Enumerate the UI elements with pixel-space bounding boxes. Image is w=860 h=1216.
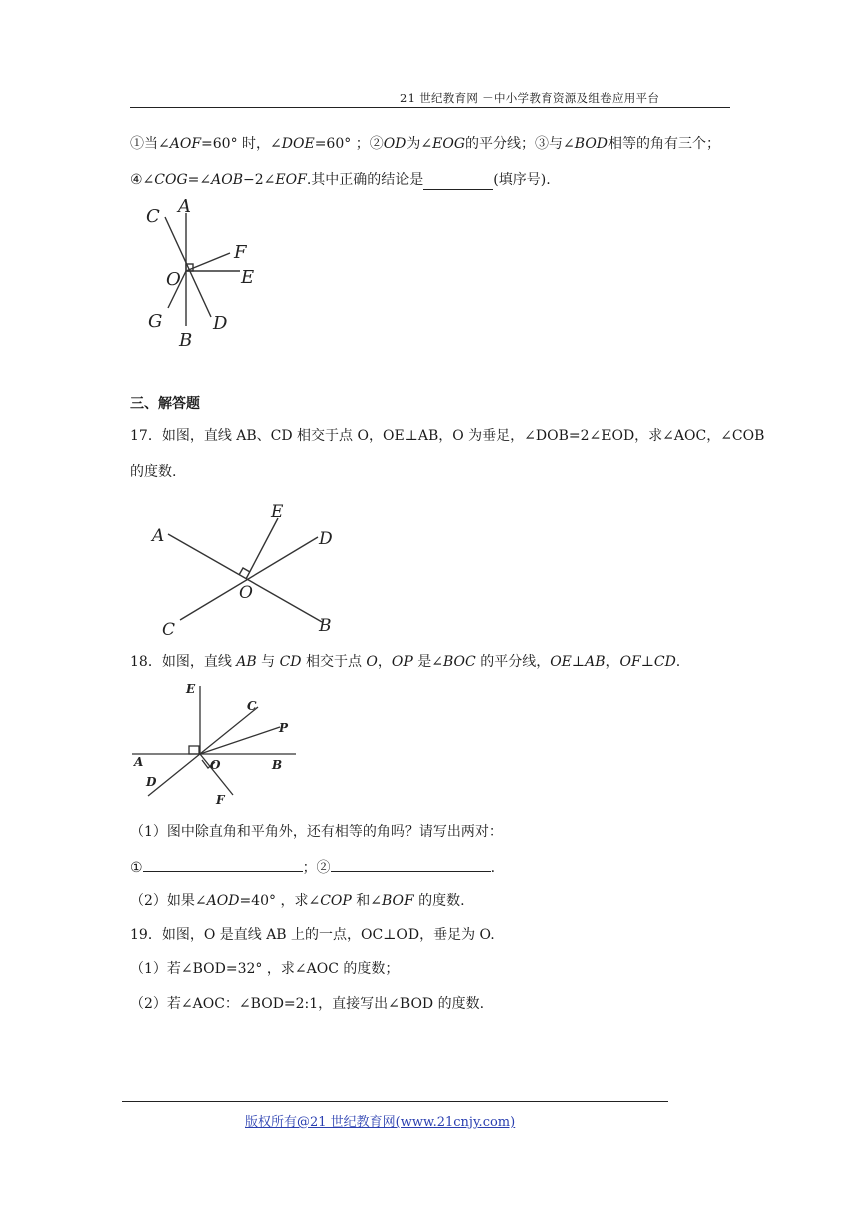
q16-text: −2∠ <box>243 172 276 188</box>
q16-line1 <box>130 134 720 154</box>
q18-text: 的度数. <box>413 893 465 909</box>
header-divider <box>130 107 730 108</box>
q16-text: 为∠ <box>406 136 433 152</box>
q16-label-f: F <box>234 242 247 263</box>
q16-text: ④∠ <box>130 172 155 188</box>
q16-angle-eof: EOF <box>275 172 307 188</box>
q18-text: . <box>490 860 496 876</box>
q16-label-g: G <box>148 311 163 332</box>
q18-text: ⊥ <box>640 654 654 670</box>
q18-label-c: C <box>247 699 257 713</box>
q16-label-o: O <box>166 269 181 290</box>
q16-angle-eog: EOG <box>432 136 466 152</box>
q18-label-e: E <box>186 682 196 696</box>
q16-text: =∠ <box>187 172 212 188</box>
footer-divider <box>122 1101 668 1102</box>
q18-angle-bof: BOF <box>381 893 414 909</box>
q18-part2 <box>130 891 465 911</box>
q18-ray-op: OP <box>391 654 413 670</box>
q16-label-e: E <box>241 267 255 288</box>
q18-line-ab: AB <box>236 654 257 670</box>
q16-angle-cog: COG <box>154 172 188 188</box>
q18-point-o: O <box>366 654 378 670</box>
q16-text: 相等的角有三个； <box>608 136 721 152</box>
q18-text: 和∠ <box>351 893 382 909</box>
header-site-text: 21 世纪教育网 －中小学教育资源及组卷应用平台 <box>400 91 660 105</box>
q16-angle-doe: DOE <box>281 136 315 152</box>
q16-text: .其中正确的结论是 <box>306 172 424 188</box>
q18-line-cd: CD <box>653 654 676 670</box>
q17-line2: 的度数. <box>130 464 177 480</box>
q16-text: ①当∠ <box>130 136 170 152</box>
q17-label-d: D <box>319 529 333 549</box>
q16-label-b: B <box>179 330 193 348</box>
q18-label-b: B <box>272 758 283 772</box>
q18-label-f: F <box>216 793 225 807</box>
q17-ray-oe <box>246 518 278 579</box>
q18-ray-of: OF <box>619 654 641 670</box>
q18-text: 18．如图，直线 <box>130 654 237 670</box>
q16-angle-aob: AOB <box>211 172 244 188</box>
q18-text: （2）如果∠ <box>130 893 207 909</box>
q18-text: 与 <box>256 654 280 670</box>
q18-text: 是∠ <box>412 654 443 670</box>
q19-part2: （2）若∠AOC：∠BOD=2:1，直接写出∠BOD 的度数. <box>130 996 485 1012</box>
q17-line1: 17．如图，直线 AB、CD 相交于点 O，OE⊥AB，O 为垂足，∠DOB=2∠EOD，求∠AOC，∠COB <box>130 428 765 444</box>
q18-label-d: D <box>146 775 157 789</box>
q18-label-a: A <box>134 755 144 769</box>
q17-label-e: E <box>271 502 284 522</box>
q16-ray-od: OD <box>383 136 407 152</box>
q18-text: . <box>675 654 681 670</box>
q17-figure <box>146 500 346 640</box>
q17-label-o: O <box>239 583 253 603</box>
q18-line-cd: CD <box>279 654 302 670</box>
q18-angle-aod: AOD <box>206 893 240 909</box>
footer-copyright-link[interactable]: 版权所有@21 世纪教育网(www.21cnjy.com) <box>245 1115 516 1130</box>
q17-line-ab <box>168 534 322 622</box>
q19-part1: （1）若∠BOD=32° ，求∠AOC 的度数； <box>130 961 400 977</box>
q18-answer-blank-1[interactable] <box>143 857 303 872</box>
q16-text: (填序号). <box>493 172 551 188</box>
q18-text: ， <box>377 654 392 670</box>
q16-text: 的平分线；③与∠ <box>465 136 575 152</box>
q18-text: ⊥ <box>571 654 586 670</box>
q16-answer-blank[interactable] <box>423 175 493 190</box>
q18-ray-op <box>200 727 280 754</box>
q18-angle-cop: COP <box>320 893 352 909</box>
q18-text: ；② <box>302 860 331 876</box>
q18-line-cd <box>148 707 258 796</box>
q16-angle-aof: AOF <box>169 136 202 152</box>
q18-ray-oe: OE <box>550 654 572 670</box>
q18-label-o: O <box>210 758 221 772</box>
q16-line2 <box>130 170 551 190</box>
q18-text: ① <box>130 860 143 876</box>
q18-right-angle-mark-e <box>189 746 199 754</box>
q18-answer-blank-2[interactable] <box>331 857 491 872</box>
q18-text: =40° ，求∠ <box>239 893 321 909</box>
q18-blanks <box>130 857 495 878</box>
q16-text: =60° 时，∠ <box>201 136 282 152</box>
q16-text: =60° ；② <box>314 136 384 152</box>
q18-text: ， <box>605 654 620 670</box>
q16-label-d: D <box>213 313 228 334</box>
q16-line-cd <box>165 217 211 317</box>
q16-figure <box>138 196 268 348</box>
q18-angle-boc: BOC <box>443 654 476 670</box>
q17-label-c: C <box>162 620 176 640</box>
q18-text: 相交于点 <box>301 654 367 670</box>
section-heading: 三、解答题 <box>130 396 200 412</box>
q18-figure <box>130 680 298 810</box>
q16-label-c: C <box>146 206 160 227</box>
q19-stem: 19．如图，O 是直线 AB 上的一点，OC⊥OD，垂足为 O. <box>130 927 495 943</box>
q18-part1: （1）图中除直角和平角外，还有相等的角吗？请写出两对： <box>130 824 503 840</box>
q18-line-ab: AB <box>585 654 606 670</box>
q18-text: 的平分线， <box>475 654 551 670</box>
q17-label-a: A <box>152 526 165 546</box>
q16-angle-bod: BOD <box>574 136 609 152</box>
q16-label-a: A <box>178 196 191 217</box>
q18-stem <box>130 652 680 672</box>
q18-label-p: P <box>279 721 289 735</box>
q17-label-b: B <box>319 616 332 636</box>
